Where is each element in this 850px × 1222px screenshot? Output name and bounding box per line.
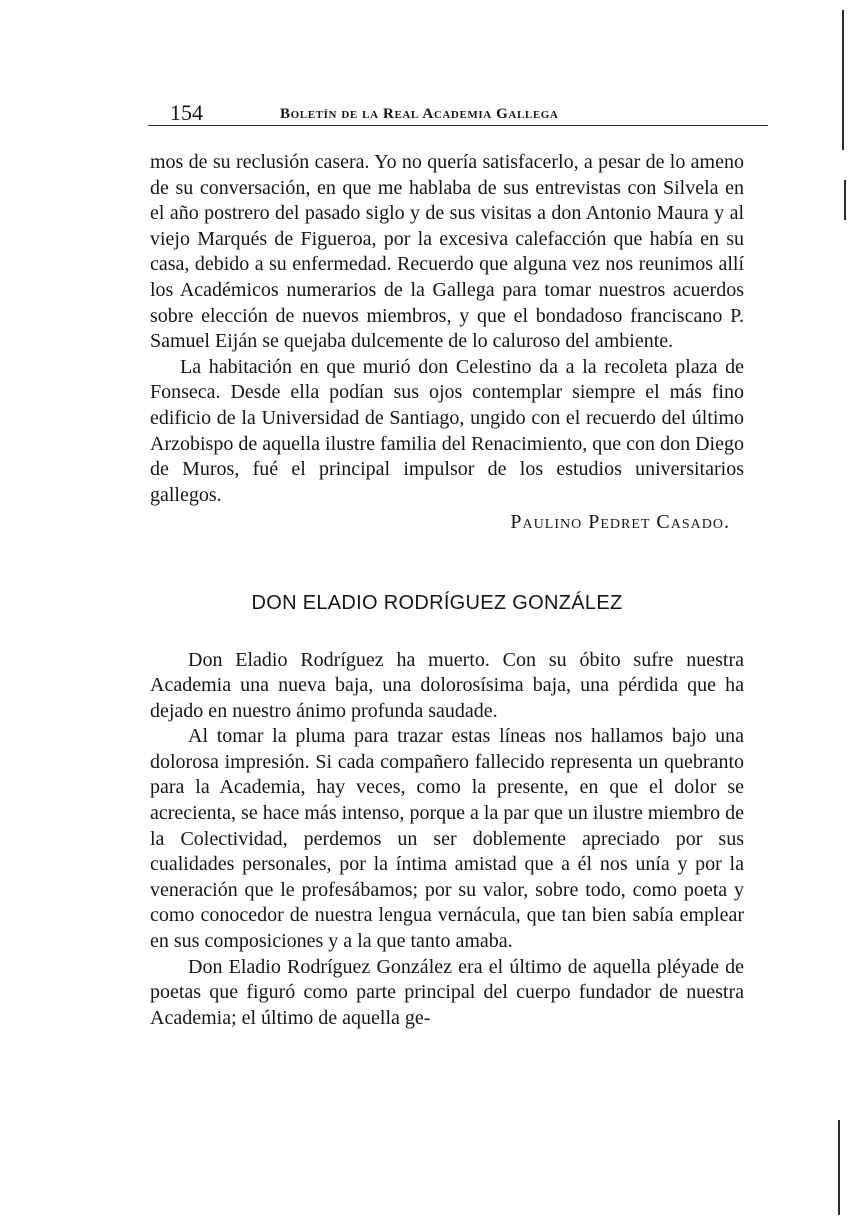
page-header: [148, 101, 768, 126]
author-signature: Paulino Pedret Casado.: [510, 511, 730, 534]
paragraph: La habitación en que murió don Celestino da a la recoleta plaza de Fonseca. Desde ella podían sus ojos contemplar siempre el más fino edificio de la Universidad de Santiago, ungido con el recuerdo del último Arzobispo de aquella ilustre familia del Renacimiento, que con don Diego de Muros, fué el principal impulsor de los estudios universitarios gallegos.: [150, 355, 744, 506]
scan-edge-mark: [844, 180, 846, 220]
obituary-article: [150, 591, 744, 1032]
page-body: [150, 150, 744, 1031]
article-paragraph: Don Eladio Rodríguez González era el último de aquella pléyade de poetas que figuró como parte principal del cuerpo fundador de nuestra Academia; el último de aquella ge-: [150, 955, 744, 1029]
scan-edge-mark: [842, 10, 844, 150]
article-paragraph: Don Eladio Rodríguez ha muerto. Con su óbito sufre nuestra Academia una nueva baja, una dolorosísima baja, una pérdida que ha dejado en nuestro ánimo profunda saudade.: [150, 648, 744, 722]
article-heading: DON ELADIO RODRÍGUEZ GONZÁLEZ: [251, 591, 623, 614]
running-head: Boletín de la Real Academia Gallega: [280, 106, 559, 122]
paragraph-continuation: mos de su reclusión casera. Yo no quería satisfacerlo, a pesar de lo ameno de su conversación, en que me hablaba de sus entrevistas con Silvela en el año postrero del pasado siglo y de sus visitas a don Antonio Maura y al viejo Marqués de Figueroa, por la excesiva calefacción que había en su casa, debido a su enfermedad. Recuerdo que alguna vez nos reunimos allí los Académicos numerarios de la Gallega para tomar nuestros acuerdos sobre elección de nuevos miembros, y que el bondadoso franciscano P. Samuel Eiján se quejaba dulcemente de lo caluroso del ambiente.: [150, 151, 744, 353]
page-number: 154: [170, 100, 203, 125]
article-paragraph: Al tomar la pluma para trazar estas líneas nos hallamos bajo una dolorosa impresión. Si cada compañero fallecido representa un quebranto para la Academia, hay veces, como la presente, en que el dolor se acrecienta, se hace más intenso, porque a la par que un ilustre miembro de la Colectividad, perdemos un ser doblemente apreciado por sus cualidades personales, por la íntima amistad que a él nos unía y por la veneración que le profesábamos; por su valor, sobre todo, como poeta y como conocedor de nuestra lengua vernácula, que tan bien sabía emplear en sus composiciones y a la que tanto amaba.: [150, 725, 744, 953]
scan-edge-mark: [838, 1120, 840, 1215]
